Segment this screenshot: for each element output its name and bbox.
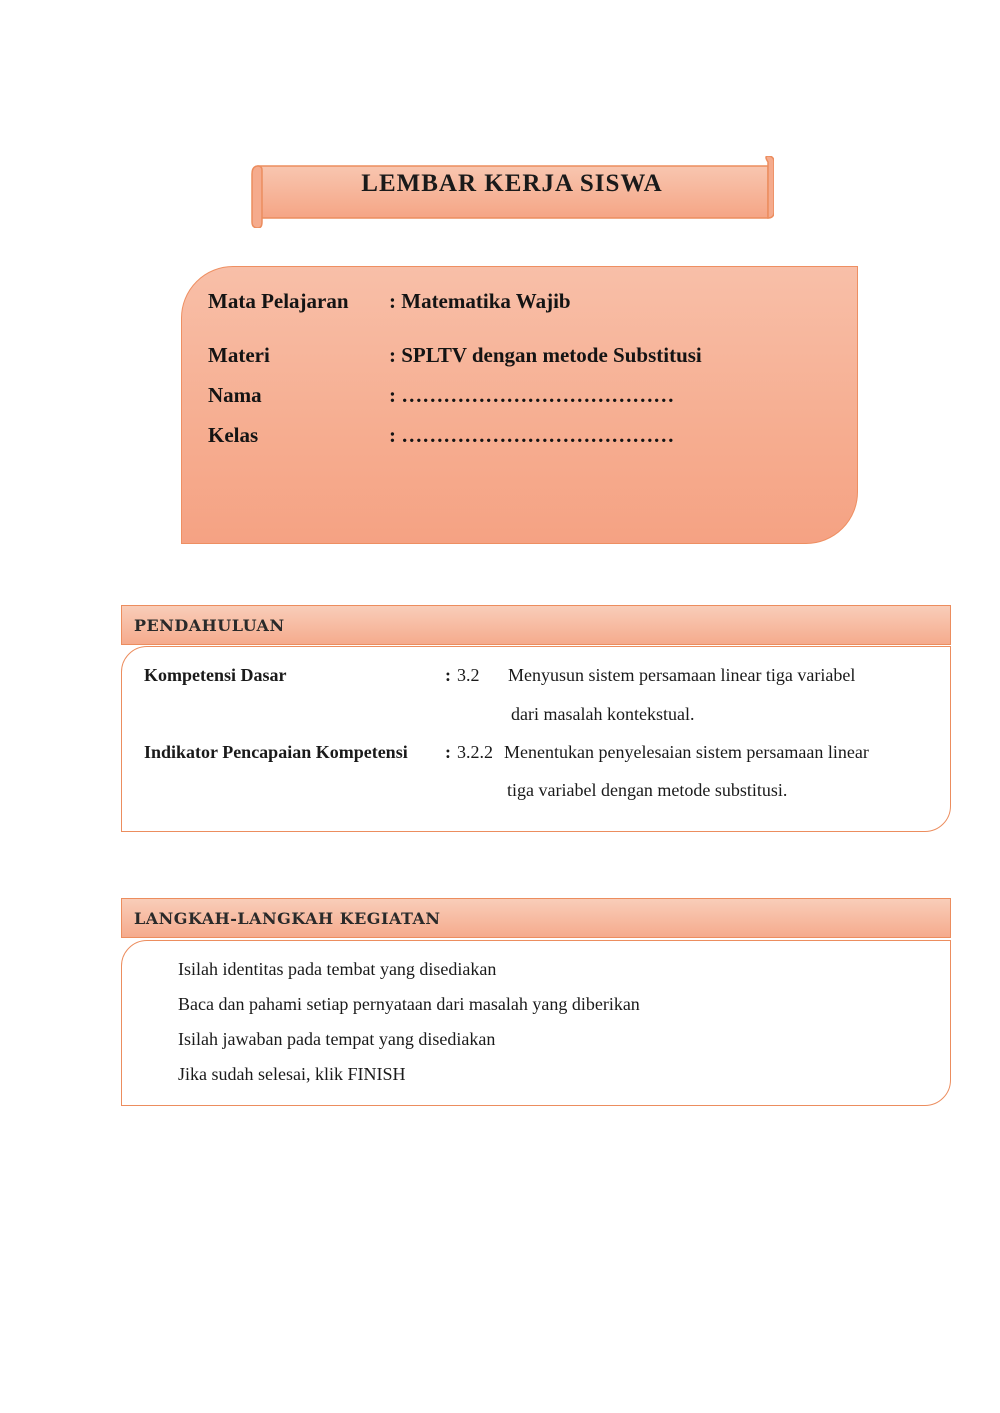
section-header-langkah	[121, 898, 951, 938]
ipk-colon: :	[445, 742, 451, 762]
identity-row-name	[208, 383, 674, 408]
identity-value: : …………………………………	[389, 383, 675, 407]
kd-text-line2: dari masalah kontekstual.	[511, 704, 695, 724]
identity-value: : …………………………………	[389, 423, 675, 447]
section-title: PENDAHULUAN	[134, 616, 285, 635]
kd-text-line1: Menyusun sistem persamaan linear tiga variabel	[508, 665, 856, 685]
identity-row-material	[208, 343, 702, 368]
identity-label: Materi	[208, 343, 270, 367]
kd-label: Kompetensi Dasar	[144, 665, 287, 685]
section-header-pendahuluan	[121, 605, 951, 645]
ipk-number: 3.2.2	[457, 742, 493, 762]
identity-value: : SPLTV dengan metode Substitusi	[389, 343, 702, 367]
section-body-langkah	[121, 940, 951, 1106]
list-item: Baca dan pahami setiap pernyataan dari masalah yang diberikan	[178, 994, 640, 1014]
list-item: Isilah jawaban pada tempat yang disediakan	[178, 1029, 496, 1049]
page-title: LEMBAR KERJA SISWA	[361, 170, 663, 197]
ipk-text-line1: Menentukan penyelesaian sistem persamaan linear	[504, 742, 869, 762]
section-title: LANGKAH-LANGKAH KEGIATAN	[134, 909, 441, 928]
title-banner	[250, 156, 774, 228]
list-item: Jika sudah selesai, klik FINISH	[178, 1064, 406, 1084]
list-item: Isilah identitas pada tembat yang disediakan	[178, 959, 497, 979]
identity-label: Nama	[208, 383, 262, 407]
identity-value: : Matematika Wajib	[389, 289, 571, 313]
ipk-text-line2: tiga variabel dengan metode substitusi.	[507, 780, 788, 800]
identity-label: Mata Pelajaran	[208, 289, 349, 313]
kd-colon: :	[445, 665, 451, 685]
ipk-label: Indikator Pencapaian Kompetensi	[144, 742, 408, 762]
section-body-pendahuluan	[121, 646, 951, 832]
identity-card	[181, 266, 858, 544]
identity-label: Kelas	[208, 423, 259, 447]
kd-number: 3.2	[457, 665, 480, 685]
identity-row-class	[208, 423, 674, 448]
identity-row-subject	[208, 289, 571, 314]
